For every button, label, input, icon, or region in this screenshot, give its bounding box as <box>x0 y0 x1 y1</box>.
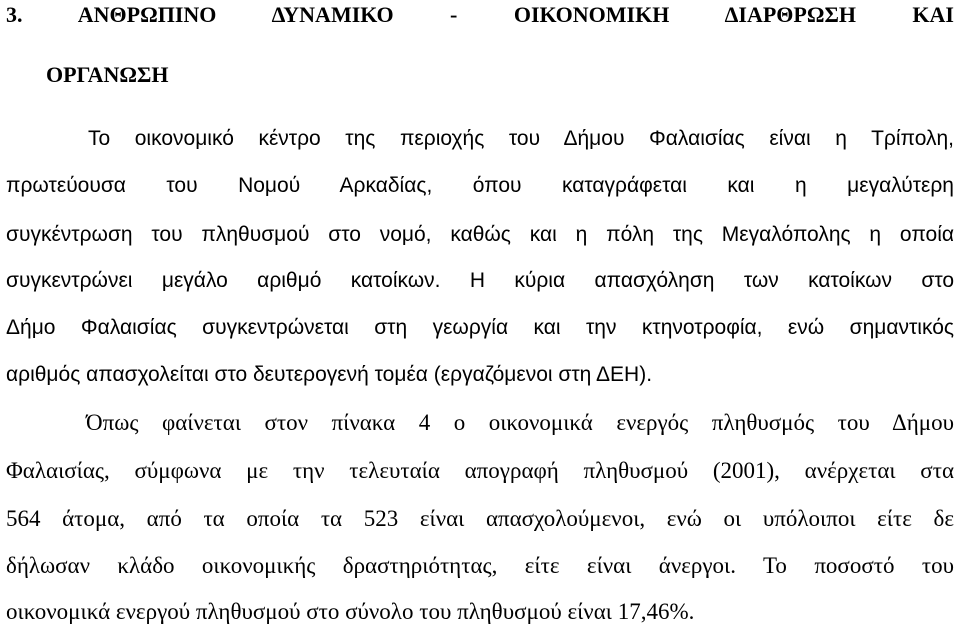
section-heading-line-2: ΟΡΓΑΝΩΣΗ <box>46 62 169 87</box>
paragraph-line: Δήμο Φαλαισίας συγκεντρώνεται στη γεωργία και την κτηνοτροφία, ενώ σημαντικός <box>6 316 954 339</box>
paragraph-line: Όπως φαίνεται στον πίνακα 4 ο οικονομικά ενεργός πληθυσμός του Δήμου <box>86 410 954 435</box>
paragraph-line: Το οικονομικό κέντρο της περιοχής του Δήμου Φαλαισίας είναι η Τρίπολη, <box>88 127 954 150</box>
paragraph-line: δήλωσαν κλάδο οικονομικής δραστηριότητας, είτε είναι άνεργοι. Το ποσοστό του <box>6 553 954 578</box>
paragraph-line: Φαλαισίας, σύμφωνα με την τελευταία απογραφή πληθυσμού (2001), ανέρχεται στα <box>6 458 954 483</box>
paragraph-line: συγκέντρωση του πληθυσμού στο νομό, καθώς και η πόλη της Μεγαλόπολης η οποία <box>6 223 954 246</box>
paragraph-line: 564 άτομα, από τα οποία τα 523 είναι απασχολούμενοι, ενώ οι υπόλοιποι είτε δε <box>6 506 954 531</box>
paragraph-line: πρωτεύουσα του Νομού Αρκαδίας, όπου καταγράφεται και η μεγαλύτερη <box>6 174 954 197</box>
paragraph-line: συγκεντρώνει μεγάλο αριθμό κατοίκων. Η κύρια απασχόληση των κατοίκων στο <box>6 269 954 292</box>
paragraph-line: οικονομικά ενεργού πληθυσμού στο σύνολο του πληθυσμού είναι 17,46%. <box>6 599 695 624</box>
paragraph-line: αριθμός απασχολείται στο δευτερογενή τομέα (εργαζόμενοι στη ΔΕΗ). <box>6 363 653 386</box>
section-heading-line-1: 3. ΑΝΘΡΩΠΙΝΟ ΔΥΝΑΜΙΚΟ - ΟΙΚΟΝΟΜΙΚΗ ΔΙΑΡΘΡΩΣΗ ΚΑΙ <box>6 2 954 27</box>
